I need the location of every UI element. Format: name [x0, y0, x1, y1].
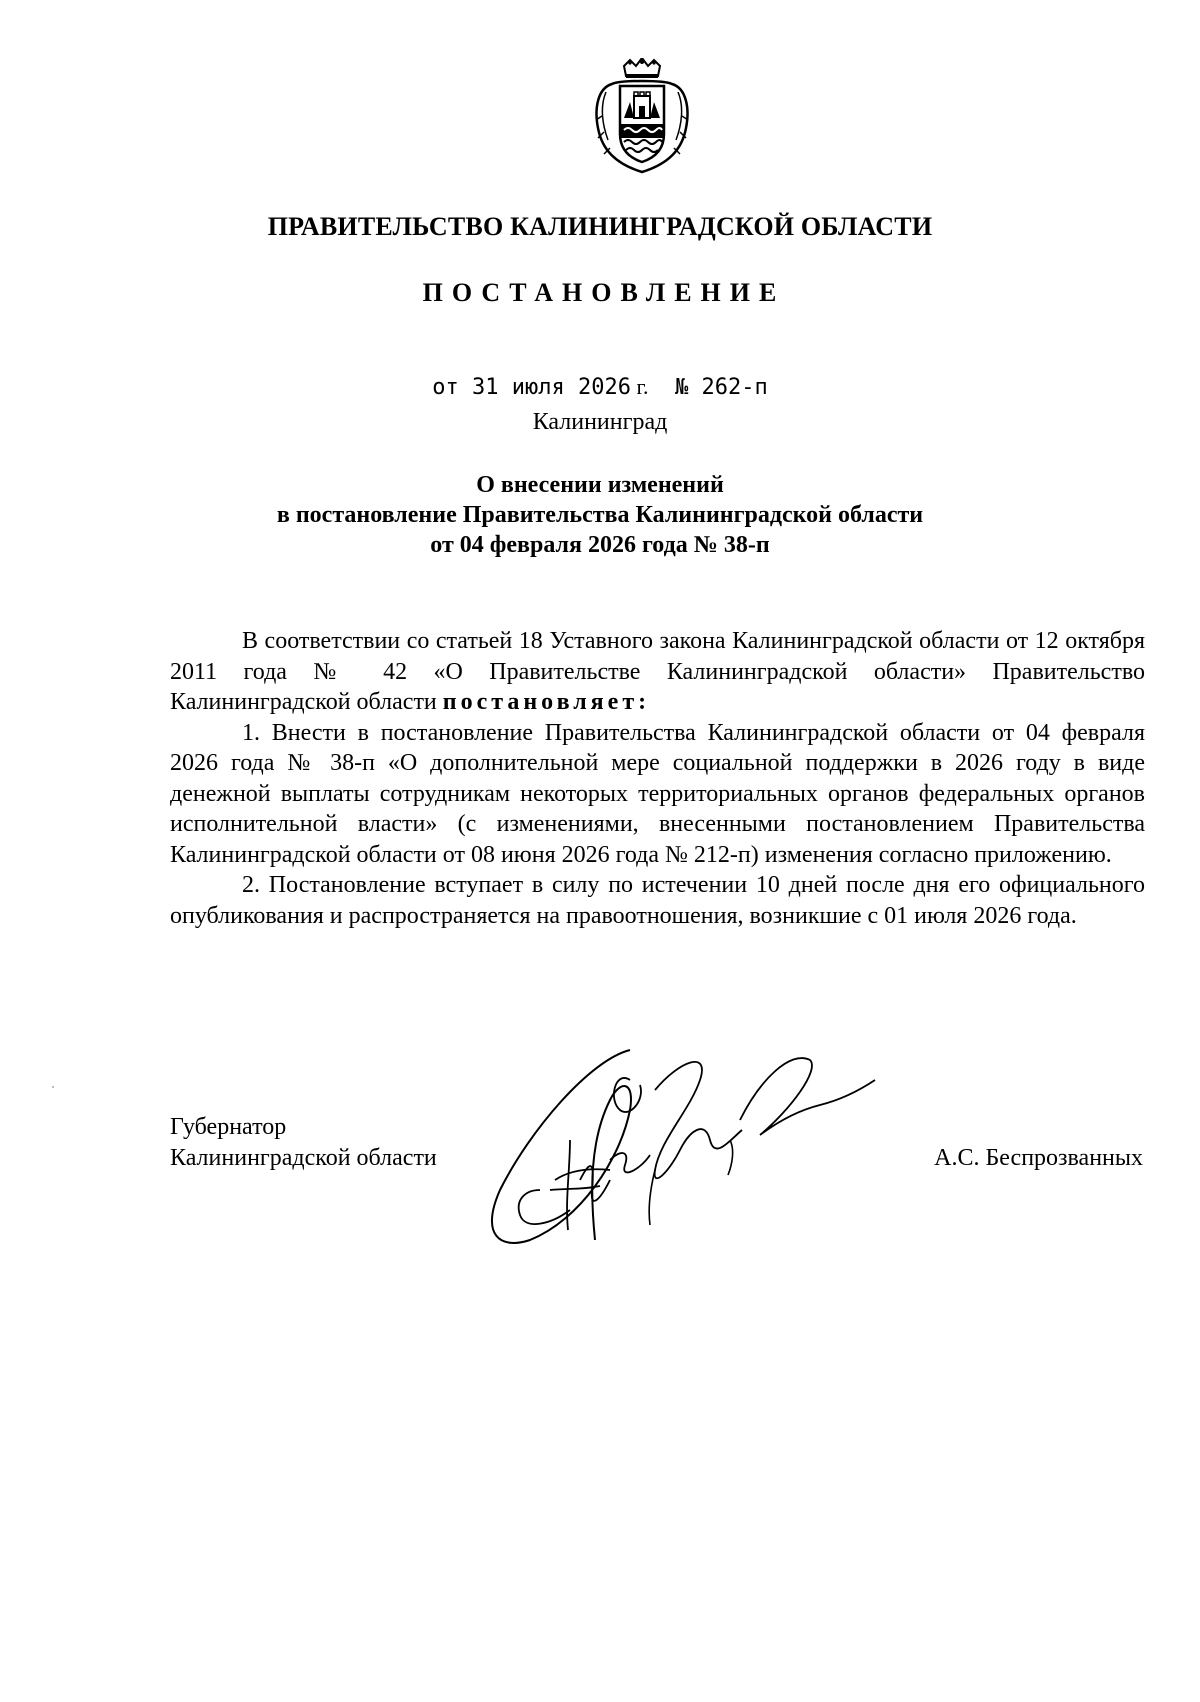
title-line-3: от 04 февраля 2026 года № 38-п	[430, 532, 770, 558]
item-1-paragraph: 1. Внести в постановление Правительства Калининградской области от 04 февраля 2026 года № 38-п «О дополнительной мере социальной поддержки в 2026 году в виде денежной выплаты сотрудникам некоторых территориальных органов федеральных органов исполнительной власти» (с изменениями, внесенными постановлением Правительства Калининградской области от 08 июня 2026 года № 212-п) изменения согласно приложению.	[170, 719, 1145, 868]
document-body	[170, 626, 1145, 931]
preamble-paragraph	[170, 626, 1145, 718]
document-date: от 31 июля 2026	[432, 375, 631, 400]
year-suffix: г.	[636, 374, 649, 399]
handwritten-signature	[480, 1040, 880, 1270]
position-line-2: Калининградской области	[170, 1145, 437, 1171]
coat-of-arms-icon	[590, 58, 694, 176]
document-type: ПОСТАНОВЛЕНИЕ	[422, 278, 786, 307]
signatory-position	[170, 1112, 437, 1174]
title-line-1: О внесении изменений	[476, 472, 724, 498]
preamble-text: В соответствии со статьей 18 Уставного закона Калининградской области от 12 октября 2011 года № 42 «О Правительстве Калининградской области» Правительство Калининградской области	[170, 628, 1145, 715]
document-title	[0, 470, 1200, 560]
signatory-name: А.С. Беспрозванных	[934, 1145, 1143, 1171]
document-number: № 262-п	[675, 375, 768, 400]
government-name: ПРАВИТЕЛЬСТВО КАЛИНИНГРАДСКОЙ ОБЛАСТИ	[267, 212, 933, 241]
item-2-paragraph: 2. Постановление вступает в силу по истечении 10 дней после дня его официального опубликования и распространяется на правоотношения, возникшие с 01 июля 2026 года.	[170, 872, 1145, 929]
position-line-1: Губернатор	[170, 1114, 287, 1140]
document-city: Калининград	[532, 409, 668, 435]
date-number-line	[0, 374, 1200, 400]
scan-speck	[52, 1086, 54, 1088]
title-line-2: в постановление Правительства Калининградской области	[276, 502, 924, 528]
resolves-word: постановляет:	[442, 689, 651, 715]
